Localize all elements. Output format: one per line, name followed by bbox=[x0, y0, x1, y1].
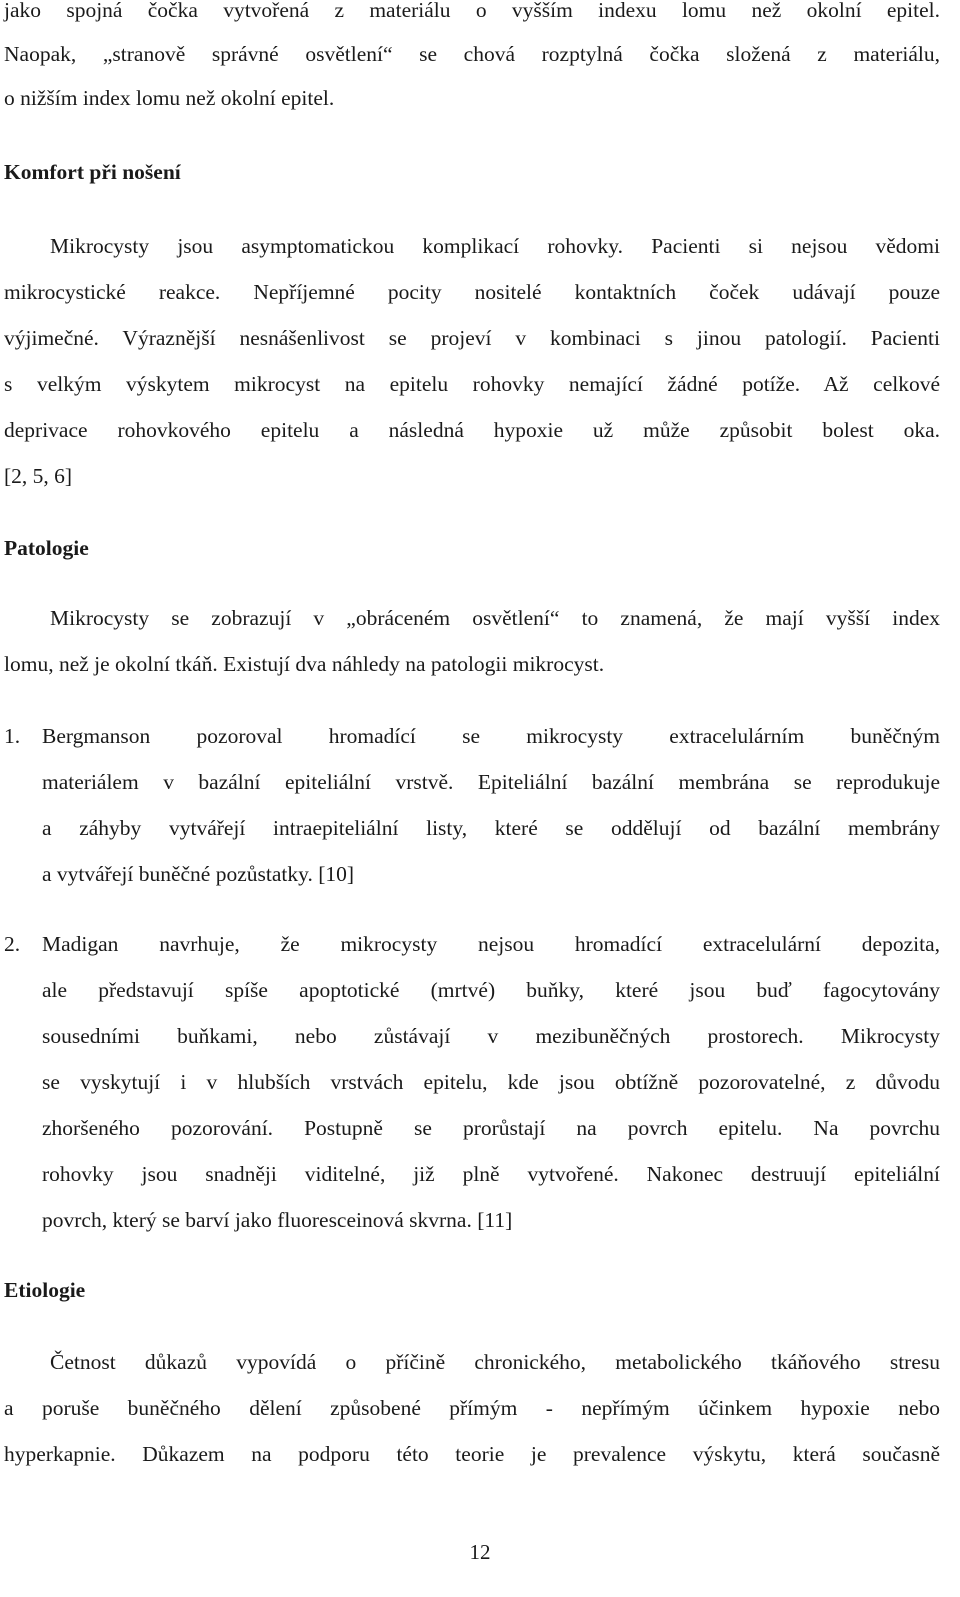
list-item-line: Madigan navrhuje, že mikrocysty nejsou hromadící extracelulární depozita, bbox=[42, 932, 940, 956]
paragraph-line: o nižším index lomu než okolní epitel. bbox=[4, 86, 335, 110]
list-item-line: a vytvářejí buněčné pozůstatky. [10] bbox=[42, 862, 355, 886]
list-item-line: ale představují spíše apoptotické (mrtvé) buňky, které jsou buď fagocytovány bbox=[42, 978, 940, 1002]
paragraph-line: Mikrocysty jsou asymptomatickou komplikací rohovky. Pacienti si nejsou vědomi bbox=[50, 234, 940, 258]
paragraph-line: [2, 5, 6] bbox=[4, 464, 73, 488]
paragraph-line: deprivace rohovkového epitelu a následná hypoxie už může způsobit bolest oka. bbox=[4, 418, 940, 442]
paragraph-line: lomu, než je okolní tkáň. Existují dva náhledy na patologii mikrocyst. bbox=[4, 652, 605, 676]
paragraph-line: Naopak, „stranově správné osvětlení“ se chová rozptylná čočka složená z materiálu, bbox=[4, 42, 940, 66]
list-item-line: materiálem v bazální epiteliální vrstvě. Epiteliální bazální membrána se reprodukuje bbox=[42, 770, 940, 794]
paragraph-line: a poruše buněčného dělení způsobené přímým - nepřímým účinkem hypoxie nebo bbox=[4, 1396, 940, 1420]
paragraph-line: výjimečné. Výraznější nesnášenlivost se projeví v kombinaci s jinou patologií. Pacienti bbox=[4, 326, 940, 350]
paragraph-line: mikrocystické reakce. Nepříjemné pocity nositelé kontaktních čoček udávají pouze bbox=[4, 280, 940, 304]
list-item-line: zhoršeného pozorování. Postupně se prorůstají na povrch epitelu. Na povrchu bbox=[42, 1116, 940, 1140]
list-item-line: povrch, který se barví jako fluoresceinová skvrna. [11] bbox=[42, 1208, 513, 1232]
section-heading-patologie: Patologie bbox=[4, 536, 89, 560]
section-heading-etiologie: Etiologie bbox=[4, 1278, 86, 1302]
paragraph-line: Mikrocysty se zobrazují v „obráceném osvětlení“ to znamená, že mají vyšší index bbox=[50, 606, 940, 630]
paragraph-line: s velkým výskytem mikrocyst na epitelu rohovky nemající žádné potíže. Až celkové bbox=[4, 372, 940, 396]
paragraph-line: Četnost důkazů vypovídá o příčině chronického, metabolického tkáňového stresu bbox=[50, 1350, 940, 1374]
page-number: 12 bbox=[469, 1540, 491, 1564]
list-item-line: sousedními buňkami, nebo zůstávají v mezibuněčných prostorech. Mikrocysty bbox=[42, 1024, 940, 1048]
list-item-line: se vyskytují i v hlubších vrstvách epitelu, kde jsou obtížně pozorovatelné, z důvodu bbox=[42, 1070, 940, 1094]
section-heading-komfort: Komfort při nošení bbox=[4, 160, 181, 184]
paragraph-line: jako spojná čočka vytvořená z materiálu o vyšším indexu lomu než okolní epitel. bbox=[4, 0, 940, 22]
list-number: 2. bbox=[4, 932, 21, 956]
list-item-line: rohovky jsou snadněji viditelné, již plně vytvořené. Nakonec destruují epiteliální bbox=[42, 1162, 940, 1186]
list-item-line: a záhyby vytvářejí intraepiteliální listy, které se oddělují od bazální membrány bbox=[42, 816, 940, 840]
paragraph-line: hyperkapnie. Důkazem na podporu této teorie je prevalence výskytu, která současně bbox=[4, 1442, 940, 1466]
list-number: 1. bbox=[4, 724, 21, 748]
list-item-line: Bergmanson pozoroval hromadící se mikrocysty extracelulárním buněčným bbox=[42, 724, 940, 748]
